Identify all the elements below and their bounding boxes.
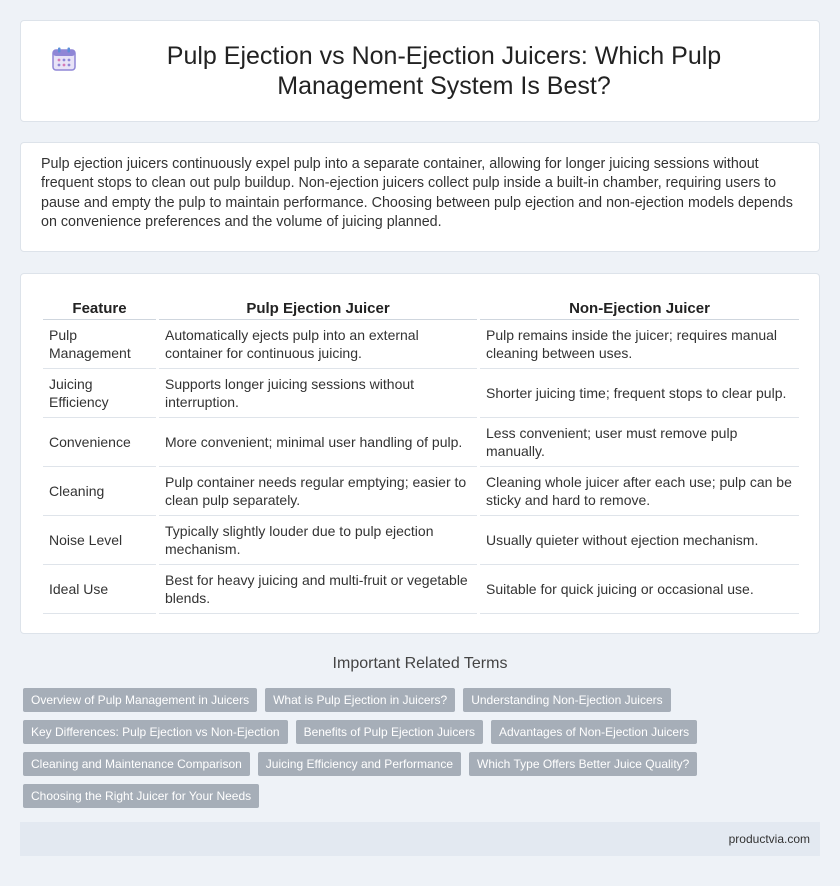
pulp-ejection-cell: Supports longer juicing sessions without interruption. bbox=[159, 369, 477, 418]
related-term-link[interactable]: Understanding Non-Ejection Juicers bbox=[463, 688, 670, 712]
related-term-link[interactable]: What is Pulp Ejection in Juicers? bbox=[265, 688, 455, 712]
title-card bbox=[20, 20, 820, 122]
pulp-ejection-cell: Typically slightly louder due to pulp ejection mechanism. bbox=[159, 516, 477, 565]
footer-site-name: productvia.com bbox=[728, 832, 810, 846]
related-term-link[interactable]: Advantages of Non-Ejection Juicers bbox=[491, 720, 697, 744]
comparison-card bbox=[20, 273, 820, 634]
non-ejection-cell: Suitable for quick juicing or occasional use. bbox=[480, 565, 799, 614]
related-term-link[interactable]: Juicing Efficiency and Performance bbox=[258, 752, 461, 776]
non-ejection-cell: Usually quieter without ejection mechanism. bbox=[480, 516, 799, 565]
non-ejection-cell: Less convenient; user must remove pulp manually. bbox=[480, 418, 799, 467]
table-row bbox=[43, 467, 799, 516]
page-title: Pulp Ejection vs Non-Ejection Juicers: Which Pulp Management System Is Best? bbox=[166, 42, 722, 100]
pulp-ejection-cell: Automatically ejects pulp into an external container for continuous juicing. bbox=[159, 320, 477, 369]
comparison-table bbox=[40, 296, 802, 614]
related-term-link[interactable]: Key Differences: Pulp Ejection vs Non-Ejection bbox=[23, 720, 288, 744]
related-term-link[interactable]: Choosing the Right Juicer for Your Needs bbox=[23, 784, 259, 808]
header-pulp-ejection: Pulp Ejection Juicer bbox=[159, 296, 477, 320]
feature-cell: Juicing Efficiency bbox=[43, 369, 156, 418]
table-row bbox=[43, 369, 799, 418]
table-row bbox=[43, 320, 799, 369]
feature-cell: Convenience bbox=[43, 418, 156, 467]
related-term-link[interactable]: Overview of Pulp Management in Juicers bbox=[23, 688, 257, 712]
intro-card bbox=[20, 142, 820, 252]
related-terms-list bbox=[23, 688, 703, 816]
table-row bbox=[43, 516, 799, 565]
related-terms-heading: Important Related Terms bbox=[332, 655, 508, 672]
feature-cell: Cleaning bbox=[43, 467, 156, 516]
related-term-link[interactable]: Benefits of Pulp Ejection Juicers bbox=[296, 720, 483, 744]
non-ejection-cell: Shorter juicing time; frequent stops to clear pulp. bbox=[480, 369, 799, 418]
header-non-ejection: Non-Ejection Juicer bbox=[480, 296, 799, 320]
pulp-ejection-cell: Pulp container needs regular emptying; easier to clean pulp separately. bbox=[159, 467, 477, 516]
pulp-ejection-cell: More convenient; minimal user handling of pulp. bbox=[159, 418, 477, 467]
non-ejection-cell: Pulp remains inside the juicer; requires manual cleaning between uses. bbox=[480, 320, 799, 369]
table-header-row bbox=[43, 296, 799, 320]
header-feature: Feature bbox=[43, 296, 156, 320]
feature-cell: Pulp Management bbox=[43, 320, 156, 369]
table-row bbox=[43, 418, 799, 467]
related-term-link[interactable]: Which Type Offers Better Juice Quality? bbox=[469, 752, 697, 776]
table-row bbox=[43, 565, 799, 614]
non-ejection-cell: Cleaning whole juicer after each use; pulp can be sticky and hard to remove. bbox=[480, 467, 799, 516]
related-term-link[interactable]: Cleaning and Maintenance Comparison bbox=[23, 752, 250, 776]
feature-cell: Ideal Use bbox=[43, 565, 156, 614]
pulp-ejection-cell: Best for heavy juicing and multi-fruit or vegetable blends. bbox=[159, 565, 477, 614]
intro-paragraph: Pulp ejection juicers continuously expel pulp into a separate container, allowing for longer juicing sessions without frequent stops to clean out pulp buildup. Non-ejection juicers collect pulp inside a built-in chamber, requiring users to pause and empty the pulp to maintain performance. Choosing between pulp ejection and non-ejection models depends on convenience preferences and the volume of juicing planned. bbox=[41, 156, 793, 231]
feature-cell: Noise Level bbox=[43, 516, 156, 565]
footer bbox=[20, 822, 820, 856]
calendar-icon bbox=[51, 46, 77, 72]
